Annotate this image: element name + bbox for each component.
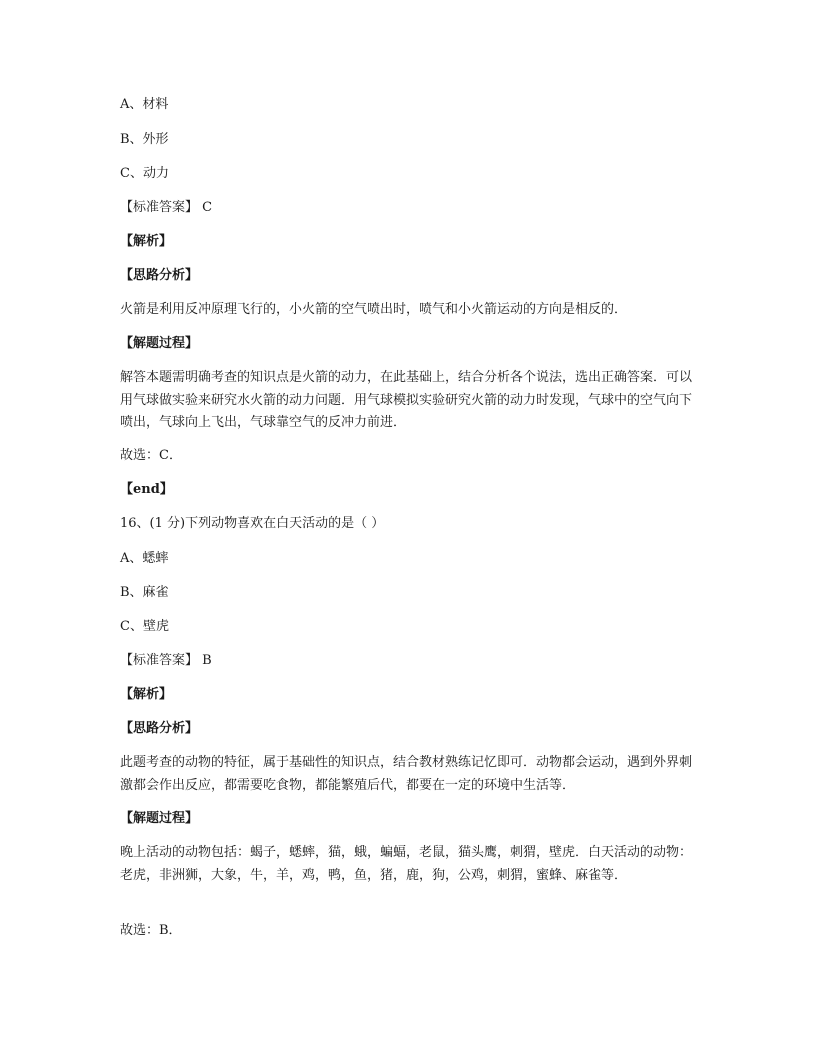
q16-option-c: C、壁虎 xyxy=(120,619,169,634)
q16-analysis-heading: 【解析】 xyxy=(120,687,173,702)
q16-question: 16、(1 分)下列动物喜欢在白天活动的是（ ） xyxy=(120,516,385,531)
q16-process-heading: 【解题过程】 xyxy=(120,811,199,826)
q15-thinking-text: 火箭是利用反冲原理飞行的，小火箭的空气喷出时，喷气和小火箭运动的方向是相反的． xyxy=(120,302,628,317)
q15-option-a: A、材料 xyxy=(120,97,169,112)
q15-analysis-heading: 【解析】 xyxy=(120,234,173,249)
q16-option-b: B、麻雀 xyxy=(120,585,169,600)
q16-thinking-text: 此题考查的动物的特征，属于基础性的知识点，结合教材熟练记忆即可．动物都会运动，遇到外界刺激都会作出反应，都需要吃食物，都能繁殖后代，都要在一定的环境中生活等． xyxy=(120,755,693,793)
q15-process-text: 解答本题需明确考查的知识点是火箭的动力，在此基础上，结合分析各个说法，选出正确答案．可以用气球做实验来研究水火箭的动力问题．用气球模拟实验研究火箭的动力时发现，气球中的空气向下喷出，气球向上飞出，气球靠空气的反冲力前进． xyxy=(120,370,693,430)
q15-option-b: B、外形 xyxy=(120,132,169,147)
q16-thinking-heading: 【思路分析】 xyxy=(120,721,199,736)
q15-option-c: C、动力 xyxy=(120,166,169,181)
q16-process-text: 晚上活动的动物包括：蝎子，蟋蟀，猫，蛾，蝙蝠，老鼠，猫头鹰，刺猬，壁虎．白天活动的动物：老虎，非洲狮，大象，牛，羊，鸡，鸭，鱼，猪，鹿，狗，公鸡，刺猬，蜜蜂、麻雀等． xyxy=(120,845,693,883)
q16-option-a: A、蟋蟀 xyxy=(120,551,169,566)
q15-process-heading: 【解题过程】 xyxy=(120,336,199,351)
q15-conclusion: 故选：C． xyxy=(120,448,182,463)
q15-thinking-heading: 【思路分析】 xyxy=(120,268,199,283)
q15-end-marker: 【end】 xyxy=(120,482,173,497)
q16-standard-answer: 【标准答案】 B xyxy=(120,653,212,668)
q15-standard-answer: 【标准答案】 C xyxy=(120,200,213,215)
q16-conclusion: 故选：B． xyxy=(120,923,182,938)
